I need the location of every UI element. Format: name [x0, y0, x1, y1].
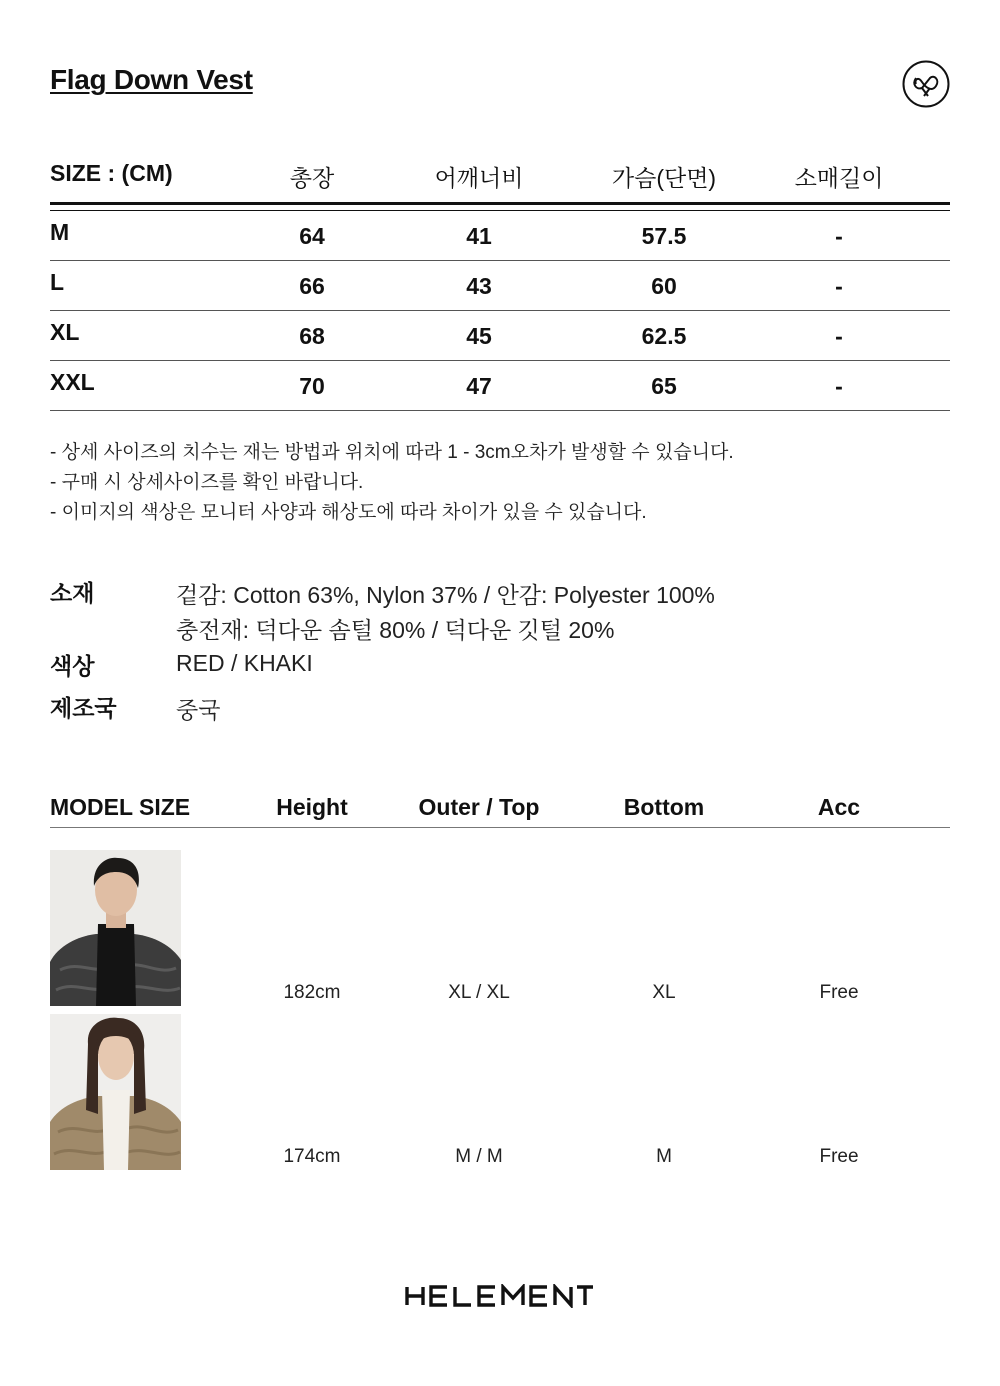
table-cell: 43	[466, 273, 492, 299]
model-outer-top: M / M	[455, 1146, 503, 1167]
model-bottom: M	[656, 1146, 672, 1167]
table-cell: -	[835, 373, 843, 399]
table-cell: 66	[299, 273, 325, 299]
size-header-shoulder: 어깨너비	[434, 165, 524, 191]
table-cell: 64	[299, 223, 325, 249]
size-label: M	[50, 219, 70, 245]
table-cell: -	[835, 323, 843, 349]
model-height: 182cm	[283, 982, 341, 1003]
table-cell: 65	[651, 373, 677, 399]
model-header-bottom: Bottom	[623, 794, 705, 820]
size-label: XXL	[50, 369, 95, 395]
spec-label: 색상	[50, 653, 95, 679]
note-item: - 상세 사이즈의 치수는 재는 방법과 위치에 따라 1 - 3cm오차가 발생할 수 있습니다.	[50, 442, 734, 463]
model-table-header	[50, 792, 950, 828]
table-cell: 60	[651, 273, 677, 299]
male-model-photo	[50, 850, 181, 1006]
size-label: L	[50, 269, 65, 295]
model-header-size: MODEL SIZE	[50, 794, 191, 820]
size-notes	[50, 438, 734, 528]
spec-value: RED / KHAKI	[176, 650, 313, 676]
table-cell: 45	[466, 323, 492, 349]
table-cell: -	[835, 273, 843, 299]
spec-label: 소재	[50, 580, 95, 606]
table-cell: -	[835, 223, 843, 249]
model-header-height: Height	[276, 794, 348, 820]
model-bottom: XL	[652, 982, 676, 1003]
size-header-chest: 가슴(단면)	[611, 165, 717, 191]
model-header-outer-top: Outer / Top	[418, 794, 540, 820]
table-cell: 57.5	[641, 223, 687, 249]
size-header-sleeve: 소매길이	[794, 165, 884, 191]
table-row	[50, 211, 950, 261]
spec-value: 겉감: Cotton 63%, Nylon 37% / 안감: Polyester 100%	[176, 582, 715, 608]
size-header-size: SIZE : (CM)	[50, 160, 173, 186]
spec-value: 중국	[176, 697, 221, 723]
helement-logo	[405, 1284, 595, 1308]
product-title: Flag Down Vest	[50, 64, 253, 95]
model-height: 174cm	[283, 1146, 341, 1167]
size-header-length: 총장	[289, 165, 335, 191]
female-model-photo	[50, 1014, 181, 1170]
brand-emblem-icon	[902, 60, 950, 108]
table-cell: 41	[466, 223, 492, 249]
table-row	[50, 261, 950, 311]
spec-label: 제조국	[50, 695, 117, 721]
table-row	[50, 311, 950, 361]
table-row	[50, 361, 950, 411]
spec-value: 충전재: 덕다운 솜털 80% / 덕다운 깃털 20%	[176, 617, 615, 643]
size-label: XL	[50, 319, 80, 345]
table-cell: 68	[299, 323, 325, 349]
size-table	[50, 150, 950, 411]
note-item: - 이미지의 색상은 모니터 사양과 해상도에 따라 차이가 있을 수 있습니다.	[50, 502, 647, 523]
table-row	[50, 1014, 950, 1170]
table-cell: 62.5	[641, 323, 687, 349]
size-table-header	[50, 150, 950, 205]
table-cell: 47	[466, 373, 492, 399]
table-row	[50, 850, 950, 1006]
model-header-acc: Acc	[817, 794, 861, 820]
model-acc: Free	[819, 1146, 859, 1167]
table-cell: 70	[299, 373, 325, 399]
model-outer-top: XL / XL	[448, 982, 510, 1003]
note-item: - 구매 시 상세사이즈를 확인 바랍니다.	[50, 472, 364, 493]
model-acc: Free	[819, 982, 859, 1003]
